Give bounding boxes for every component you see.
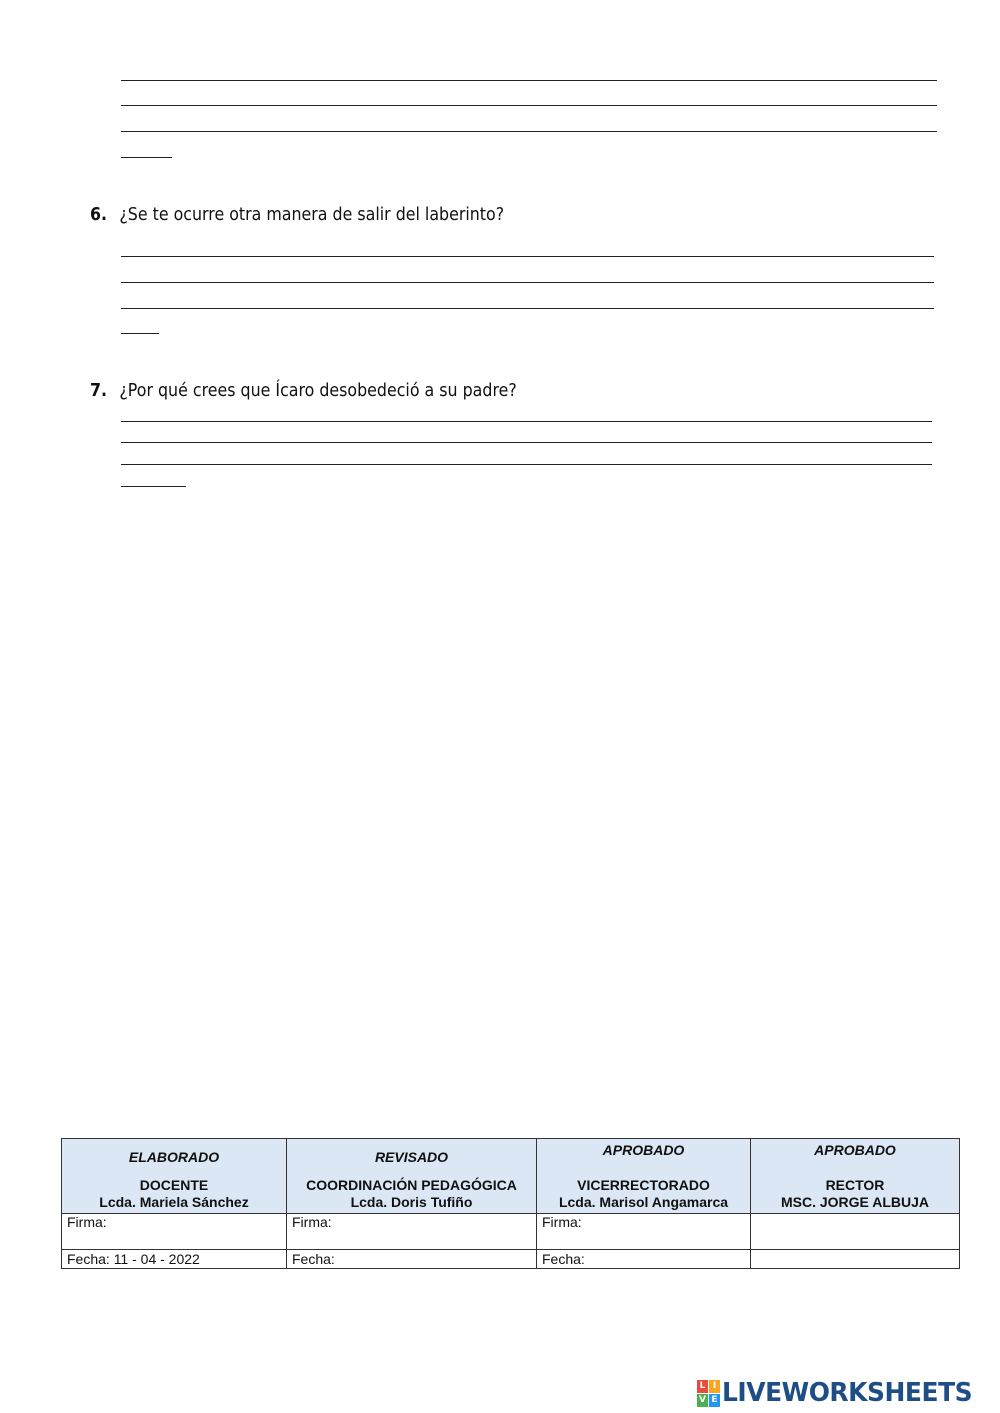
signature-header-row: [62, 1139, 960, 1214]
person-name: Lcda. Mariela Sánchez: [99, 1194, 249, 1210]
live-logo-icon: [697, 1380, 719, 1406]
answer-line[interactable]: [121, 464, 932, 465]
answer-line[interactable]: [121, 105, 937, 106]
logo-letter: V: [697, 1394, 708, 1407]
answer-line[interactable]: [121, 308, 934, 309]
signature-cell-aprobado-rector: [751, 1139, 960, 1214]
firma-cell[interactable]: [751, 1214, 960, 1250]
person-name: Lcda. Marisol Angamarca: [558, 1194, 729, 1210]
signature-cell-aprobado-vicerrectorado: [537, 1139, 751, 1214]
question-6: [90, 204, 504, 225]
question-text: ¿Por qué crees que Ícaro desobedeció a su padre?: [119, 380, 517, 401]
answer-line[interactable]: [121, 256, 934, 257]
signature-fecha-row: [62, 1250, 960, 1269]
person-name: Lcda. Doris Tufiño: [350, 1194, 473, 1210]
answer-line[interactable]: [121, 80, 937, 81]
logo-letter: I: [709, 1380, 720, 1393]
role-label: APROBADO: [602, 1142, 685, 1158]
firma-cell[interactable]: Firma:: [62, 1214, 287, 1250]
logo-text: LIVEWORKSHEETS: [722, 1378, 973, 1408]
fecha-cell[interactable]: [751, 1250, 960, 1269]
liveworksheets-logo: [697, 1378, 983, 1408]
signature-cell-revisado: [287, 1139, 537, 1214]
answer-line[interactable]: [121, 131, 937, 132]
question-7: [90, 380, 517, 401]
fecha-cell[interactable]: Fecha:: [537, 1250, 751, 1269]
role-label: ELABORADO: [128, 1149, 220, 1165]
signature-table: [61, 1138, 960, 1269]
dept-label: COORDINACIÓN PEDAGÓGICA: [306, 1177, 517, 1193]
fecha-cell[interactable]: Fecha: 11 - 04 - 2022: [62, 1250, 287, 1269]
dept-label: DOCENTE: [139, 1177, 209, 1193]
answer-line[interactable]: [121, 282, 934, 283]
role-label: REVISADO: [374, 1149, 449, 1165]
dept-label: VICERRECTORADO: [577, 1177, 710, 1193]
question-text: ¿Se te ocurre otra manera de salir del laberinto?: [119, 204, 505, 225]
firma-cell[interactable]: Firma:: [287, 1214, 537, 1250]
answer-line[interactable]: [121, 157, 172, 158]
dept-label: RECTOR: [825, 1177, 885, 1193]
answer-line[interactable]: [121, 486, 186, 487]
fecha-cell[interactable]: Fecha:: [287, 1250, 537, 1269]
role-label: APROBADO: [814, 1142, 896, 1158]
person-name: MSC. JORGE ALBUJA: [780, 1194, 930, 1210]
question-number: 6.: [90, 204, 108, 225]
signature-firma-row: [62, 1214, 960, 1250]
logo-letter: E: [709, 1394, 720, 1407]
logo-letter: L: [697, 1380, 708, 1393]
answer-line[interactable]: [121, 333, 159, 334]
firma-cell[interactable]: Firma:: [537, 1214, 751, 1250]
signature-cell-elaborado: [62, 1139, 287, 1214]
answer-line[interactable]: [121, 442, 932, 443]
answer-line[interactable]: [121, 421, 932, 422]
question-number: 7.: [90, 380, 108, 401]
